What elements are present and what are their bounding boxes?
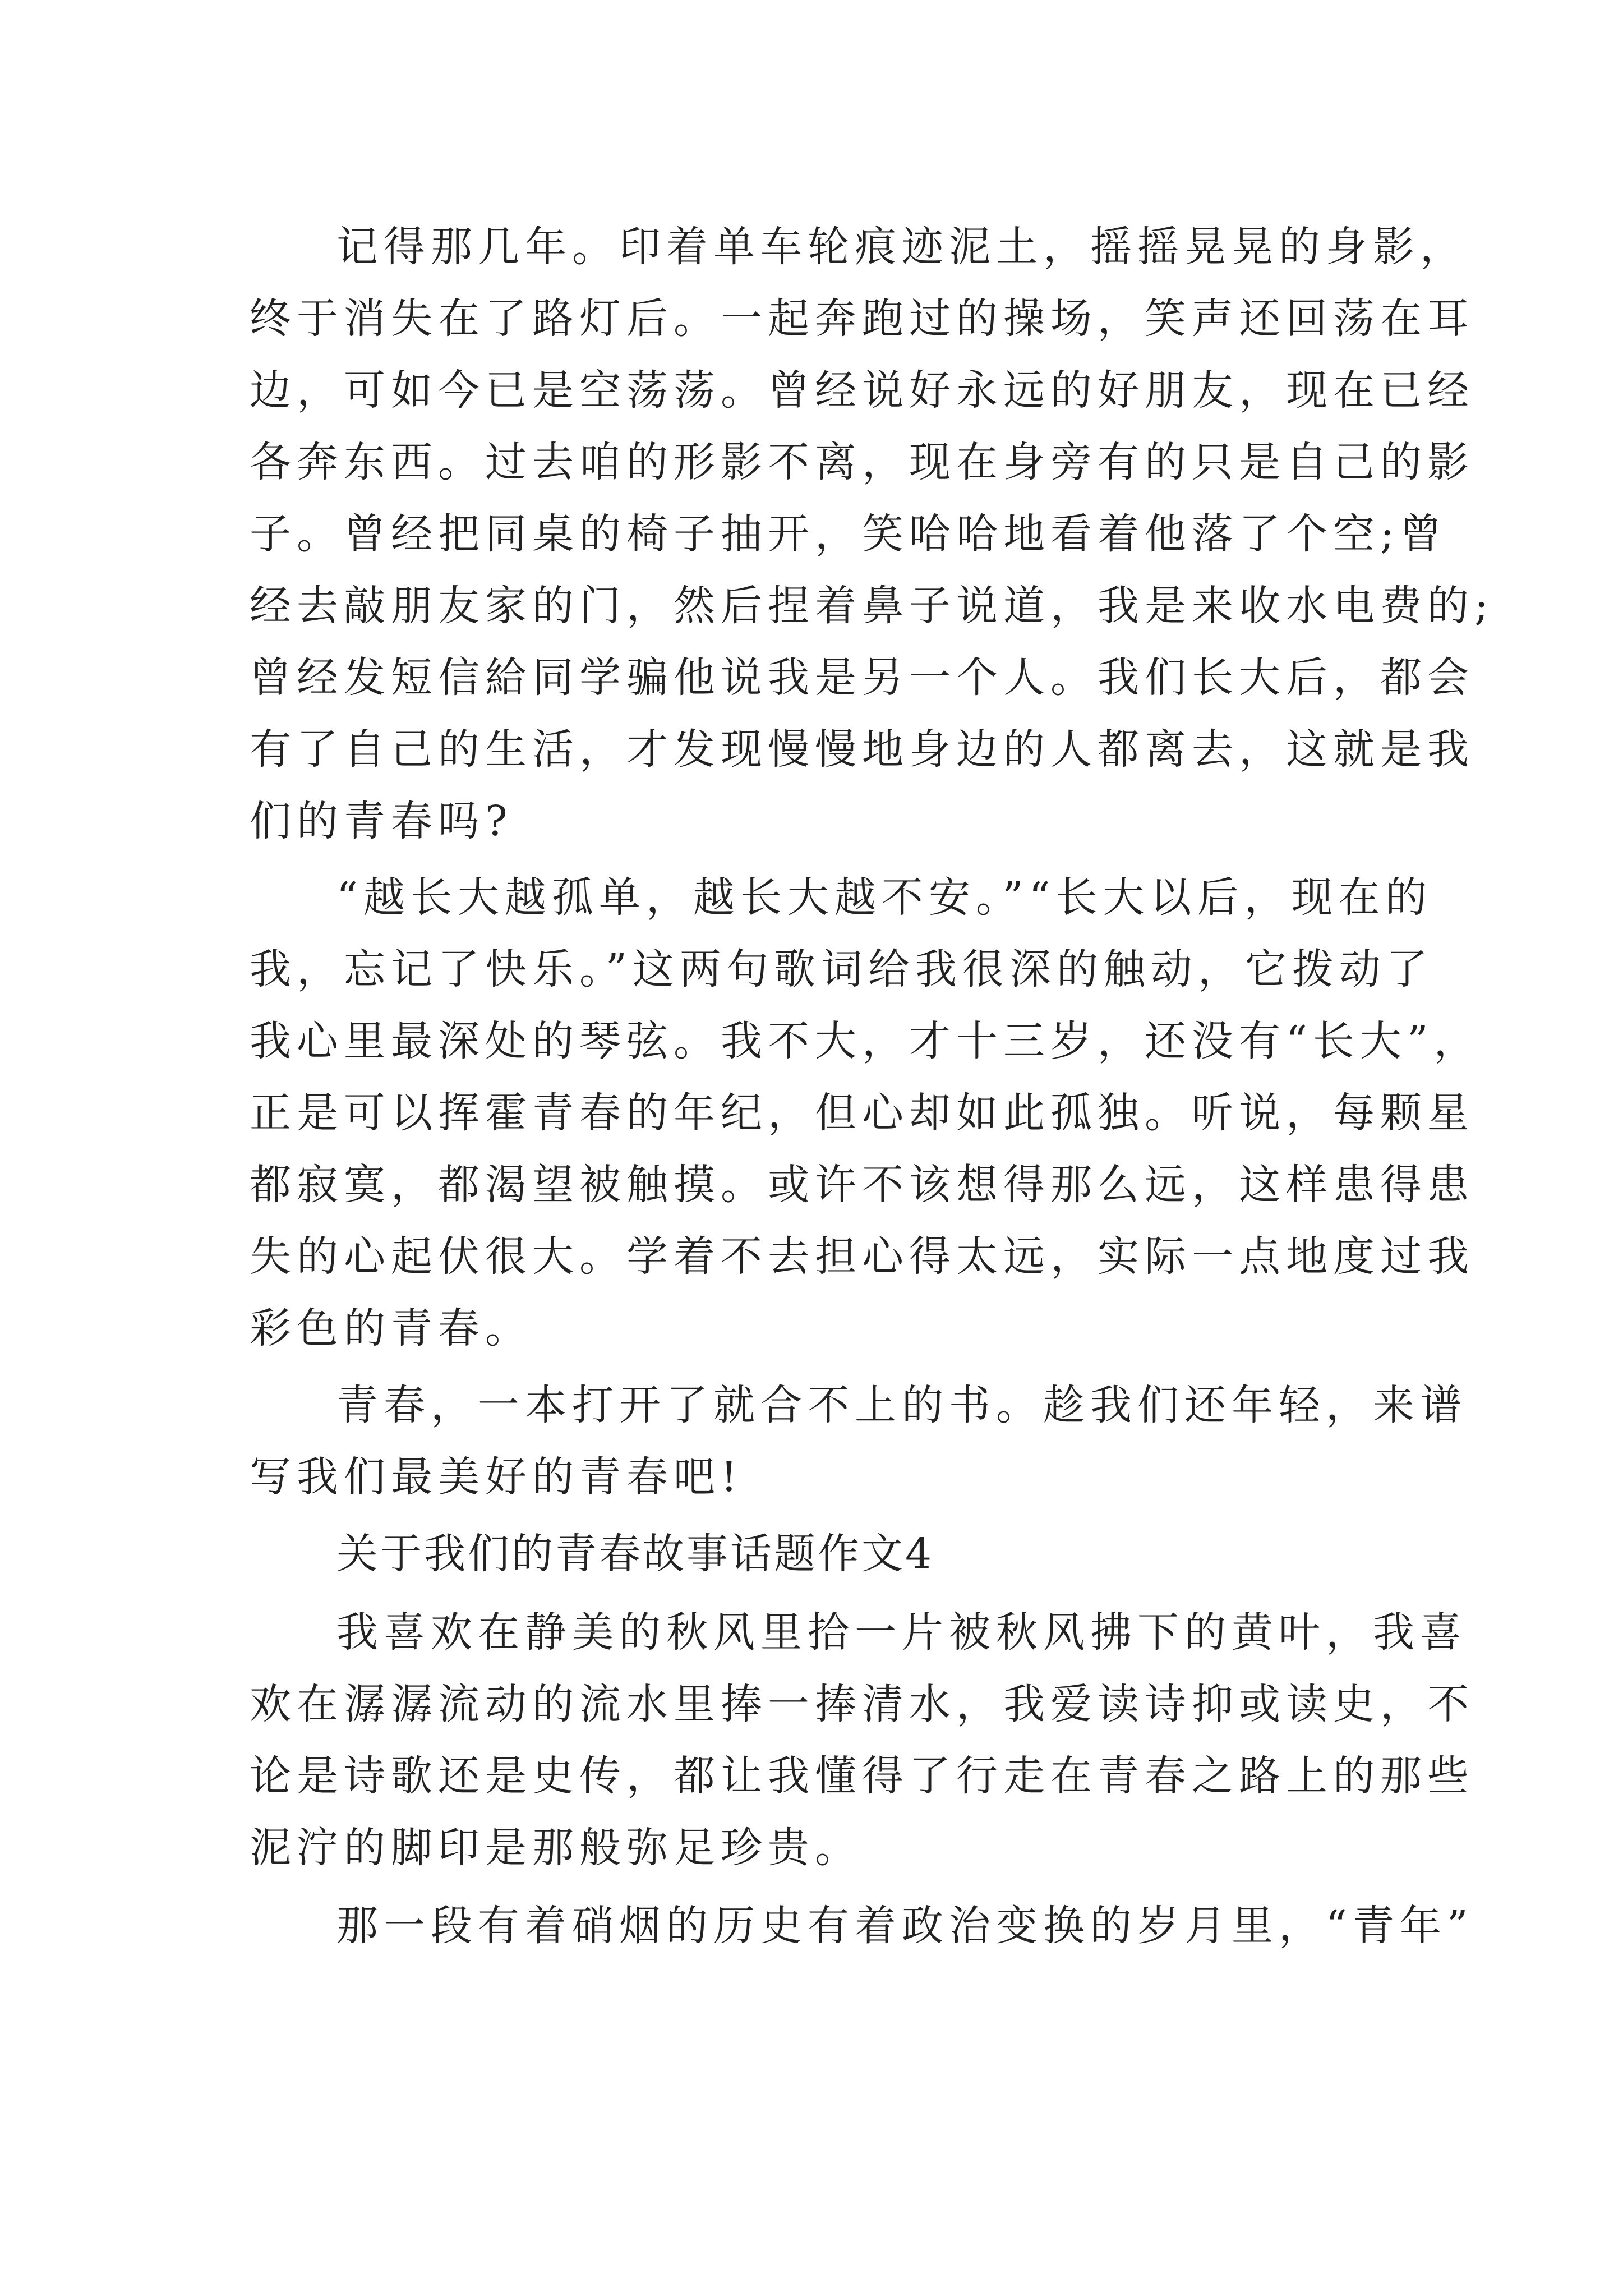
- paragraph-line: 终于消失在了路灯后。一起奔跑过的操场，笑声还回荡在耳: [250, 295, 1474, 343]
- paragraph-line: 论是诗歌还是史传，都让我懂得了行走在青春之路上的那些: [250, 1752, 1474, 1800]
- paragraph-line: 子。曾经把同桌的椅子抽开，笑哈哈地看着他落了个空;曾: [250, 510, 1447, 558]
- paragraph-line: 记得那几年。印着单车轮痕迹泥土，摇摇晃晃的身影，: [336, 223, 1467, 271]
- paragraph-line: 欢在潺潺流动的流水里捧一捧清水，我爱读诗抑或读史，不: [250, 1680, 1474, 1728]
- paragraph-line: 彩色的青春。: [250, 1304, 532, 1352]
- paragraph-line: 都寂寞，都渴望被触摸。或许不该想得那么远，这样患得患: [250, 1161, 1474, 1209]
- paragraph-line: 我喜欢在静美的秋风里拾一片被秋风拂下的黄叶，我喜: [336, 1608, 1467, 1657]
- paragraph-line: 有了自己的生活，才发现慢慢地身边的人都离去，这就是我: [250, 725, 1474, 774]
- paragraph-line: 泥泞的脚印是那般弥足珍贵。: [250, 1824, 862, 1872]
- paragraph-line: 各奔东西。过去咱的形影不离，现在身旁有的只是自己的影: [250, 438, 1474, 486]
- paragraph-line: 边，可如今已是空荡荡。曾经说好永远的好朋友，现在已经: [250, 366, 1474, 415]
- paragraph-line: 们的青春吗?: [250, 797, 513, 845]
- section-heading: 关于我们的青春故事话题作文4: [336, 1530, 934, 1578]
- paragraph-line: “越长大越孤单，越长大越不安。”“长大以后，现在的: [336, 873, 1433, 922]
- paragraph-line: 失的心起伏很大。学着不去担心得太远，实际一点地度过我: [250, 1232, 1474, 1281]
- paragraph-line: 写我们最美好的青春吧!: [250, 1453, 743, 1501]
- paragraph-line: 我心里最深处的琴弦。我不大，才十三岁，还没有“长大”，: [250, 1017, 1481, 1065]
- paragraph-line: 正是可以挥霍青春的年纪，但心却如此孤独。听说，每颗星: [250, 1089, 1474, 1137]
- paragraph-line: 经去敲朋友家的门，然后捏着鼻子说道，我是来收水电费的;: [250, 582, 1494, 630]
- paragraph-line: 那一段有着硝烟的历史有着政治变换的岁月里，“青年”: [336, 1902, 1474, 1950]
- paragraph-line: 我，忘记了快乐。”这两句歌词给我很深的触动，它拨动了: [250, 945, 1433, 993]
- paragraph-line: 曾经发短信給同学骗他说我是另一个人。我们长大后，都会: [250, 654, 1474, 702]
- paragraph-line: 青春，一本打开了就合不上的书。趁我们还年轻，来谱: [336, 1381, 1467, 1429]
